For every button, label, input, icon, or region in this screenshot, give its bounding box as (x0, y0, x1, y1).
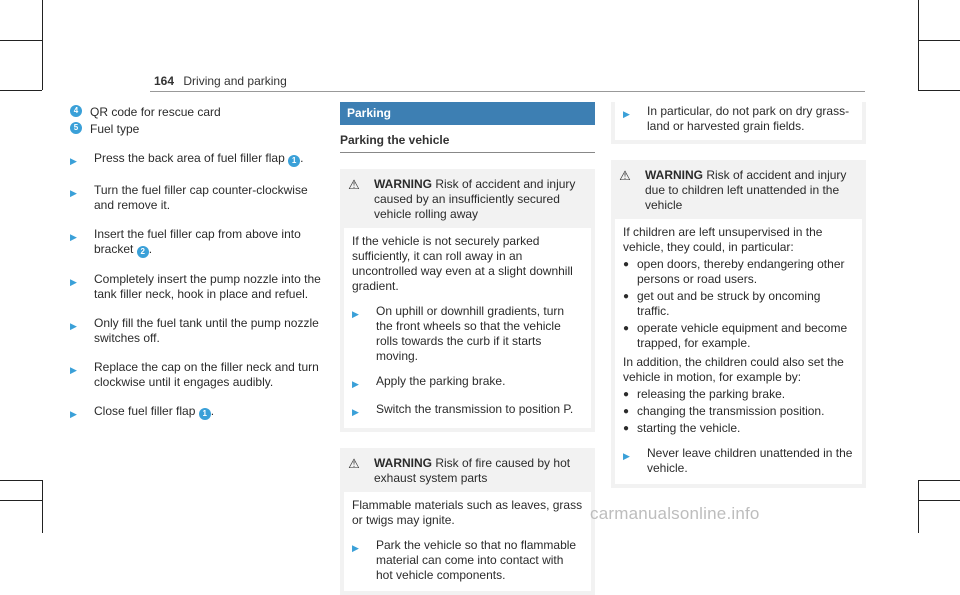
instruction-step: ▶ Press the back area of fuel filler flap 1 . (70, 151, 325, 169)
legend-number: 4 (70, 105, 82, 117)
crop-mark (0, 90, 42, 91)
crop-mark (918, 40, 960, 41)
step-text: Apply the parking brake. (376, 374, 506, 388)
warning-body: If the vehicle is not securely parked sufficiently, it can roll away in an uncontrolled way even at a slight downhill gradient. (352, 234, 573, 293)
triangle-arrow-icon: ▶ (352, 309, 359, 319)
triangle-arrow-icon: ▶ (70, 188, 77, 198)
step-text: Completely insert the pump nozzle into the tank filler neck, hook in place and refuel. (94, 272, 321, 301)
warning-step (352, 304, 583, 364)
triangle-arrow-icon: ▶ (70, 232, 77, 242)
triangle-arrow-icon: ▶ (70, 365, 77, 375)
warning-triangle-icon: ⚠ (348, 456, 360, 471)
bullet-dot: ● (623, 423, 630, 434)
warning-step (623, 104, 854, 134)
legend-item (70, 122, 325, 137)
section-subtitle: Parking the vehicle (340, 133, 595, 153)
callout-number: 1 (288, 155, 300, 167)
crop-mark (918, 500, 960, 501)
crop-mark (0, 500, 42, 501)
triangle-arrow-icon: ▶ (352, 543, 359, 553)
step-text: Turn the fuel filler cap counter-clockwise and remove it. (94, 183, 308, 212)
page-number: 164 (154, 74, 175, 88)
warning-triangle-icon: ⚠ (619, 168, 631, 183)
crop-mark (918, 480, 960, 481)
warning-label: WARNING (645, 168, 703, 182)
crop-mark (918, 90, 960, 91)
instruction-step: ▶ Insert the fuel filler cap from above into bracket 2 . (70, 227, 301, 256)
warning-box (340, 448, 595, 595)
warning-title: Risk of accident and injury due to children left unattended in the vehicle (645, 168, 847, 212)
triangle-arrow-icon: ▶ (70, 156, 77, 166)
crop-mark (918, 480, 919, 533)
crop-mark (918, 0, 919, 90)
step-text: Switch the transmission to position P. (376, 402, 574, 416)
legend-item (70, 105, 325, 120)
step-text: Only fill the fuel tank until the pump nozzle switches off. (94, 316, 319, 345)
watermark: carmanualsonline.info (590, 504, 760, 523)
warning-label: WARNING (374, 456, 432, 470)
step-text: Park the vehicle so that no flammable material can come into contact with hot vehicle components. (376, 538, 577, 582)
step-text: Replace the cap on the filler neck and turn clockwise until it engages audibly. (94, 360, 319, 389)
bullet-dot: ● (623, 259, 630, 270)
warning-continuation (611, 102, 866, 144)
step-text: Insert the fuel filler cap from above into bracket (94, 227, 301, 256)
warning-label: WARNING (374, 177, 432, 191)
instruction-step (70, 316, 325, 346)
callout-number: 1 (199, 408, 211, 420)
triangle-arrow-icon: ▶ (352, 407, 359, 417)
instruction-step (70, 360, 325, 390)
crop-mark (0, 40, 42, 41)
triangle-arrow-icon: ▶ (70, 277, 77, 287)
instruction-step (70, 183, 325, 213)
crop-mark (42, 0, 43, 90)
warning-title: Risk of fire caused by hot exhaust system parts (374, 456, 571, 485)
triangle-arrow-icon: ▶ (623, 451, 630, 461)
step-text: In particular, do not park on dry grass-land or harvested grain fields. (647, 104, 850, 133)
bullet-dot: ● (623, 406, 630, 417)
bullet-item: ● starting the vehicle. (623, 421, 741, 435)
column-refuel (70, 105, 325, 422)
legend-text: Fuel type (90, 122, 140, 136)
warning-step (352, 538, 583, 583)
triangle-arrow-icon: ▶ (352, 379, 359, 389)
step-text: Press the back area of fuel filler flap (94, 151, 289, 165)
section-banner: Parking (340, 102, 595, 125)
crop-mark (0, 480, 42, 481)
warning-title: Risk of accident and injury caused by an insufficiently secured vehicle rolling away (374, 177, 576, 221)
bullet-item: ● operate vehicle equipment and become trapped, for example. (623, 321, 848, 350)
bullet-item: ● get out and be struck by oncoming traffic. (623, 289, 821, 318)
header-divider (150, 91, 865, 92)
warning-box (611, 160, 866, 488)
legend-number: 5 (70, 122, 82, 134)
bullet-dot: ● (623, 389, 630, 400)
warning-step (623, 446, 854, 476)
bullet-item: ● changing the transmission position. (623, 404, 825, 418)
callout-number: 2 (137, 246, 149, 258)
step-text: Never leave children unattended in the vehicle. (647, 446, 853, 475)
warning-step (352, 402, 583, 420)
warning-body: If children are left unsupervised in the vehicle, they could, in particular: (623, 225, 823, 254)
warning-step (352, 374, 583, 392)
warning-box (340, 169, 595, 432)
triangle-arrow-icon: ▶ (623, 109, 630, 119)
step-text: On uphill or downhill gradients, turn the front wheels so that the vehicle rolls towards the curb if it starts moving. (376, 304, 565, 363)
column-warnings (611, 102, 866, 488)
page-header (154, 74, 287, 88)
step-text: Close fuel filler flap (94, 404, 199, 418)
bullet-dot: ● (623, 323, 630, 334)
bullet-dot: ● (623, 291, 630, 302)
instruction-step (70, 272, 325, 302)
instruction-step: ▶ Close fuel filler flap 1 . (70, 404, 325, 422)
bullet-item: ● releasing the parking brake. (623, 387, 786, 401)
warning-body: In addition, the children could also set the vehicle in motion, for example by: (623, 355, 844, 384)
triangle-arrow-icon: ▶ (70, 409, 77, 419)
legend-text: QR code for rescue card (90, 105, 221, 119)
bullet-item: ● open doors, thereby endangering other persons or road users. (623, 257, 845, 286)
triangle-arrow-icon: ▶ (70, 321, 77, 331)
crop-mark (42, 480, 43, 533)
page-section-title: Driving and parking (183, 74, 287, 88)
column-parking (340, 102, 595, 595)
warning-body: Flammable materials such as leaves, grass or twigs may ignite. (352, 498, 583, 527)
warning-triangle-icon: ⚠ (348, 177, 360, 192)
